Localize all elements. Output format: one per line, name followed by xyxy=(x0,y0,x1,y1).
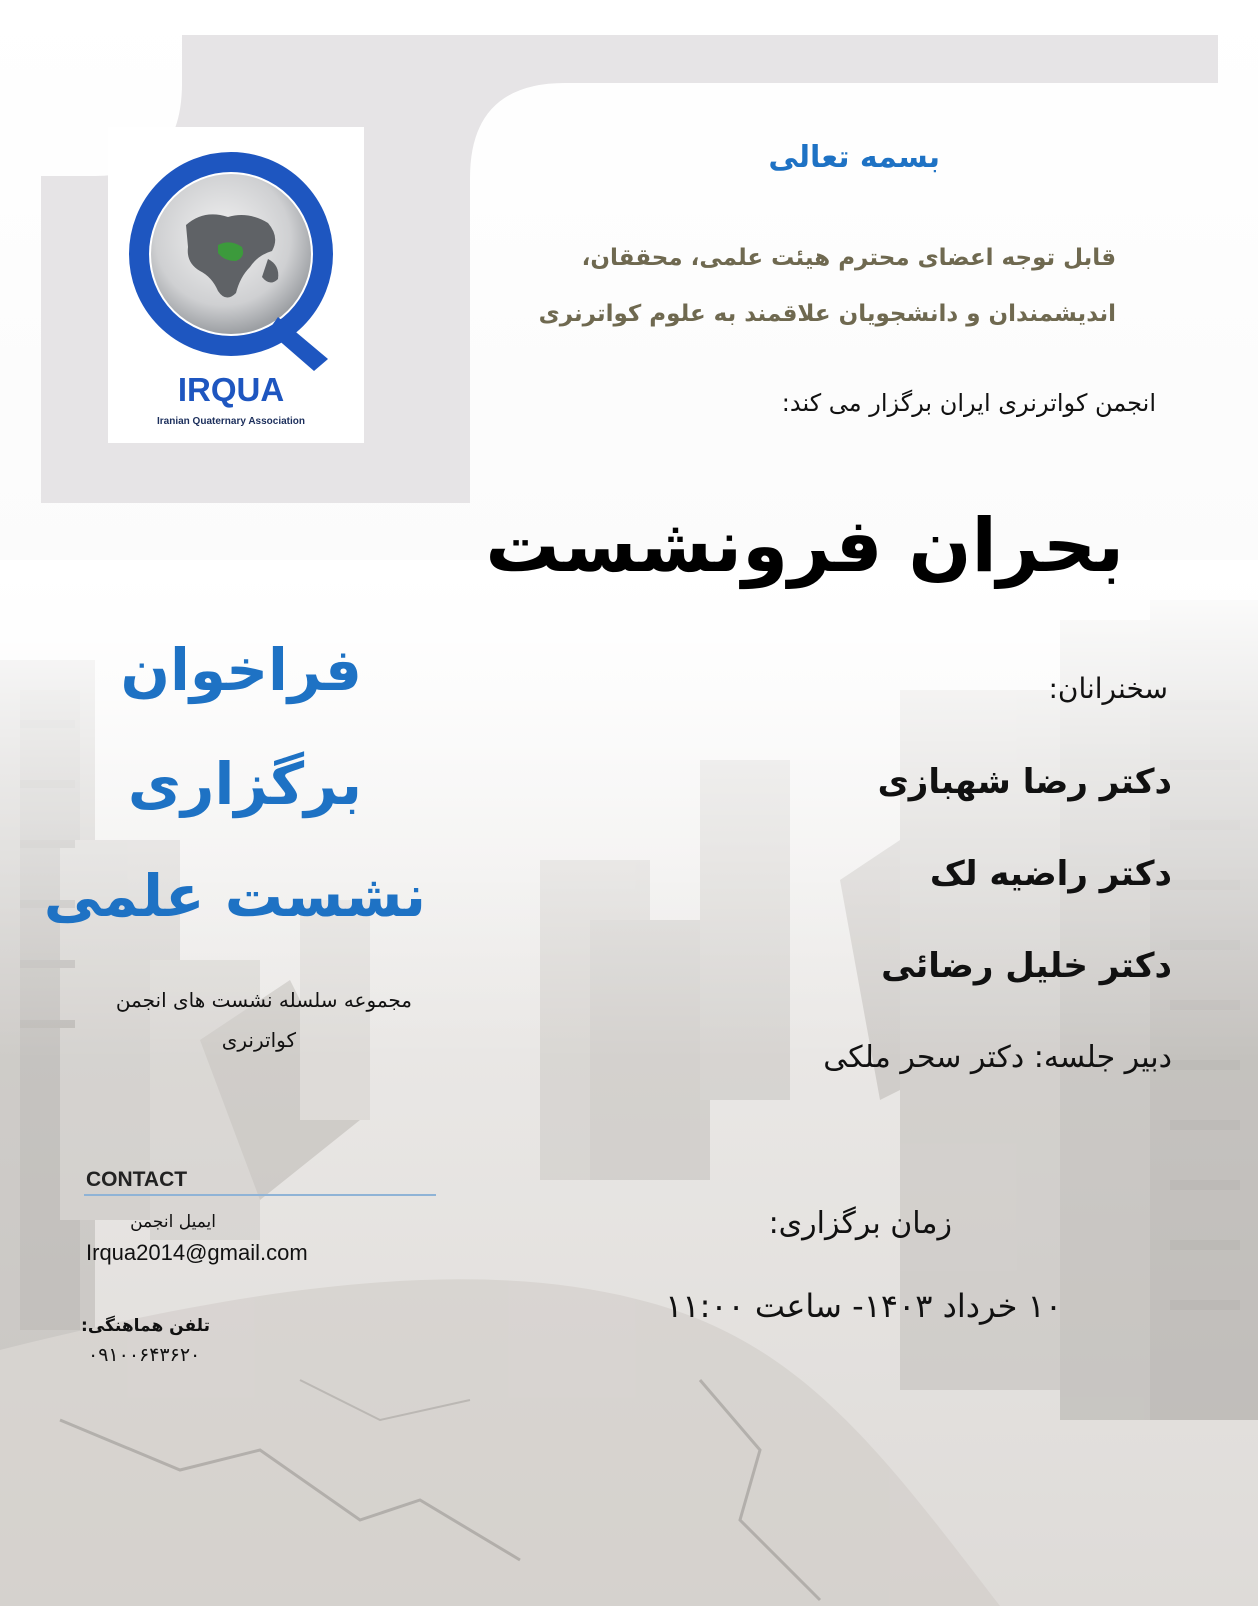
series-line-1: مجموعه سلسله نشست های انجمن xyxy=(115,988,412,1012)
audience-line-2: اندیشمندان و دانشجویان علاقمند به علوم کواترنری xyxy=(538,301,1116,327)
invocation-text: بسمه تعالی xyxy=(768,140,940,175)
logo-name: IRQUA xyxy=(177,371,285,408)
email-link[interactable]: Irqua2014@gmail.com xyxy=(86,1240,308,1265)
callout-line-1: فراخوان xyxy=(120,636,362,704)
irqua-logo xyxy=(108,127,364,443)
time-value: ۱۰ خرداد ۱۴۰۳- ساعت ۱۱:۰۰ xyxy=(665,1287,1062,1325)
speaker-2: دکتر راضیه لک xyxy=(929,854,1172,894)
time-label: زمان برگزاری: xyxy=(768,1206,952,1241)
callout-line-3: نشست علمی xyxy=(43,862,426,930)
logo-subtitle: Iranian Quaternary Association xyxy=(156,416,306,427)
email-label: ایمیل انجمن xyxy=(130,1212,216,1232)
moderator-line: دبیر جلسه: دکتر سحر ملکی xyxy=(823,1040,1172,1075)
callout-line-2: برگزاری xyxy=(127,750,362,818)
series-line-2: کواترنری xyxy=(221,1028,296,1052)
speaker-3: دکتر خلیل رضائی xyxy=(881,946,1172,986)
contact-divider xyxy=(84,1194,436,1196)
audience-line-1: قابل توجه اعضای محترم هیئت علمی، محققان، xyxy=(581,245,1116,271)
phone-number[interactable]: ۰۹۱۰۰۶۴۳۶۲۰ xyxy=(88,1344,201,1366)
event-title: بحران فرونشست xyxy=(485,503,1124,589)
logo-card xyxy=(108,127,364,443)
phone-label: تلفن هماهنگی: xyxy=(81,1316,210,1336)
speaker-1: دکتر رضا شهبازی xyxy=(877,762,1172,802)
contact-heading: CONTACT xyxy=(86,1168,188,1191)
organizer-line: انجمن کواترنری ایران برگزار می کند: xyxy=(781,389,1156,417)
speakers-label: سخنرانان: xyxy=(1048,672,1168,705)
